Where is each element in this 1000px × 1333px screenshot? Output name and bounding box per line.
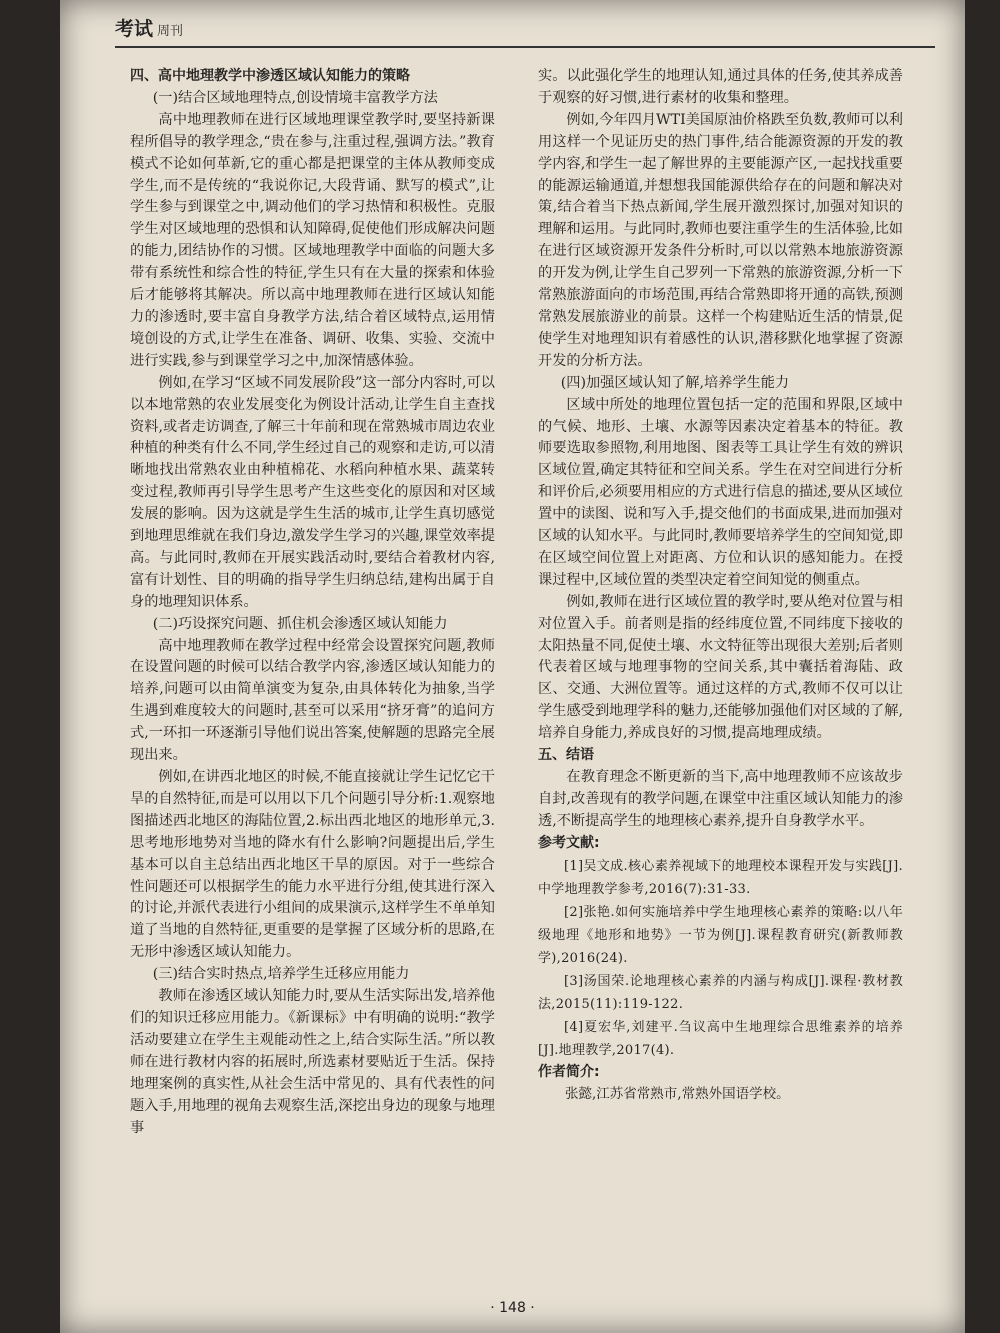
reference-item: [1]吴文成.核心素养视域下的地理校本课程开发与实践[J].中学地理教学参考,2016(7):31-33. <box>538 858 903 897</box>
reference-item: [3]汤国荣.论地理核心素养的内涵与构成[J].课程·教材教法,2015(11):119-122. <box>538 973 903 1012</box>
paragraph: 例如,在学习“区域不同发展阶段”这一部分内容时,可以以本地常熟的农业发展变化为例设计活动,让学生自主查找资料,或者走访调查,了解三十年前和现在常熟城市周边农业种植的种类有什么不同,学生经过自己的观察和走访,可以清晰地找出常熟农业由种植棉花、水稻向种植水果、蔬菜转变过程,教师再引导学生思考产生这些变化的原因和对区域发展的影响。因为这就是学生生活的城市,让学生真切感觉到地理思维就在我们身边,激发学生学习的兴趣,课堂效率提高。与此同时,教师在开展实践活动时,要结合着教材内容,富有计划性、目的明确的指导学生归纳总结,建构出属于自身的地理知识体系。 <box>130 374 495 610</box>
section-heading: 五、结语 <box>538 747 594 764</box>
reference-item: [4]夏宏华,刘建平.刍议高中生地理综合思维素养的培养[J].地理教学,2017(4). <box>538 1019 903 1058</box>
reference-item: [2]张艳.如何实施培养中学生地理核心素养的策略:以八年级地理《地形和地势》一节为例[J].课程教育研究(新教师教学),2016(24). <box>538 904 903 966</box>
page-header <box>115 14 935 48</box>
subsection-heading: (一)结合区域地理特点,创设情境丰富教学方法 <box>152 89 438 106</box>
journal-subtitle: 周刊 <box>157 24 184 39</box>
paragraph: 高中地理教师在进行区域地理课堂教学时,要坚持新课程所倡导的教学理念,“贵在参与,注重过程,强调方法。”教育模式不论如何革新,它的重心都是把课堂的主体从教师变成学生,而不是传统的“我说你记,大段背诵、默写的模式”,让学生参与到课堂之中,调动他们的学习热情和积极性。克服学生对区域地理的恐惧和认知障碍,促使他们形成解决问题的能力,团结协作的习惯。区域地理教学中面临的问题大多带有系统性和综合性的特征,学生只有在大量的探索和体验后才能够将其解决。所以高中地理教师在进行区域认知能力的渗透时,要丰富自身教学方法,结合着区域特点,运用情境创设的方式,让学生在准备、调研、收集、实验、交流中进行实践,参与到课堂学习之中,加深情感体验。 <box>130 111 495 369</box>
journal-page <box>60 0 965 1333</box>
journal-brand: 考试 <box>115 18 154 40</box>
paragraph: 例如,今年四月WTI美国原油价格跌至负数,教师可以利用这样一个见证历史的热门事件,结合能源资源的开发的教学内容,和学生一起了解世界的主要能源产区,一起找找重要的能源运输通道,并想想我国能源供给存在的问题和解决对策,结合着当下热点新闻,学生展开激烈探讨,加强对知识的理解和运用。与此同时,教师也要注重学生的生活体验,比如在进行区域资源开发条件分析时,可以以常熟本地旅游资源的开发为例,让学生自己罗列一下常熟的旅游资源,分析一下常熟旅游面向的市场范围,再结合常熟即将开通的高铁,预测常熟发展旅游业的前景。这样一个构建贴近生活的情景,促使学生对地理知识有着感性的认识,潜移默化地掌握了资源开发的分析方法。 <box>538 111 903 369</box>
subsection-heading: (四)加强区域认知了解,培养学生能力 <box>560 374 790 391</box>
subsection-heading: (三)结合实时热点,培养学生迁移应用能力 <box>152 966 410 983</box>
page-number: · 148 · <box>490 1300 535 1316</box>
paragraph: 例如,在讲西北地区的时候,不能直接就让学生记忆它干旱的自然特征,而是可以用以下几个问题引导分析:1.观察地图描述西北地区的海陆位置,2.标出西北地区的地形单元,3.思考地形地势对当地的降水有什么影响?问题提出后,学生基本可以自主总结出西北地区干旱的原因。对于一些综合性问题还可以根据学生的能力水平进行分组,使其进行深入的讨论,并派代表进行小组间的成果演示,这样学生不单单知道了当地的自然特征,更重要的是掌握了区域分析的思路,在无形中渗透区域认知能力。 <box>130 769 495 961</box>
author-info: 张懿,江苏省常熟市,常熟外国语学校。 <box>565 1085 790 1102</box>
paragraph: 教师在渗透区域认知能力时,要从生活实际出发,培养他们的知识迁移应用能力。《新课标》中有明确的说明:“教学活动要建立在学生主观能动性之上,结合实际生活。”所以教师在进行教材内容的拓展时,所选素材要贴近于生活。保持地理案例的真实性,从社会生活中常见的、具有代表性的问题入手,用地理的视角去观察生活,深挖出身边的现象与地理事 <box>130 988 495 1136</box>
paragraph: 区域中所处的地理位置包括一定的范围和界限,区域中的气候、地形、土壤、水源等因素决定着基本的特征。教师要选取参照物,利用地图、图表等工具让学生有效的辨识区域位置,确定其特征和空间关系。学生在对空间进行分析和评价后,必须要用相应的方式进行信息的描述,要从区域位置中的读图、说和写入手,提交他们的书面成果,进而加强对区域的认知水平。与此同时,教师要培养学生的空间知觉,即在区域空间位置上对距离、方位和认识的感知能力。在授课过程中,区域位置的类型决定着空间知觉的侧重点。 <box>538 396 903 588</box>
paragraph: 高中地理教师在教学过程中经常会设置探究问题,教师在设置问题的时候可以结合教学内容,渗透区域认知能力的培养,问题可以由简单演变为复杂,由具体转化为抽象,当学生遇到难度较大的问题时,甚至可以采用“挤牙膏”的追问方式,一环扣一环逐渐引导他们说出答案,使解题的思路完全展现出来。 <box>130 637 495 764</box>
author-heading: 作者简介: <box>538 1063 600 1080</box>
right-column <box>538 66 903 1246</box>
subsection-heading: (二)巧设探究问题、抓住机会渗透区域认知能力 <box>152 615 448 632</box>
references-heading: 参考文献: <box>538 834 600 851</box>
paragraph-continued: 实。以此强化学生的地理认知,通过具体的任务,使其养成善于观察的好习惯,进行素材的收集和整理。 <box>538 68 903 106</box>
paragraph: 例如,教师在进行区域位置的教学时,要从绝对位置与相对位置入手。前者则是指的经纬度位置,不同纬度下接收的太阳热量不同,促使土壤、水文特征等出现很大差别;后者则代表着区域与地理事物的空间关系,其中囊括着海陆、政区、交通、大洲位置等。通过这样的方式,教师不仅可以让学生感受到地理学科的魅力,还能够加强他们对区域的了解,培养自身能力,养成良好的习惯,提高地理成绩。 <box>538 593 903 742</box>
section-heading: 四、高中地理教学中渗透区域认知能力的策略 <box>130 68 410 84</box>
left-column <box>130 66 495 1246</box>
paragraph: 在教育理念不断更新的当下,高中地理教师不应该故步自封,改善现有的教学问题,在课堂中注重区域认知能力的渗透,不断提高学生的地理核心素养,提升自身教学水平。 <box>538 769 903 829</box>
